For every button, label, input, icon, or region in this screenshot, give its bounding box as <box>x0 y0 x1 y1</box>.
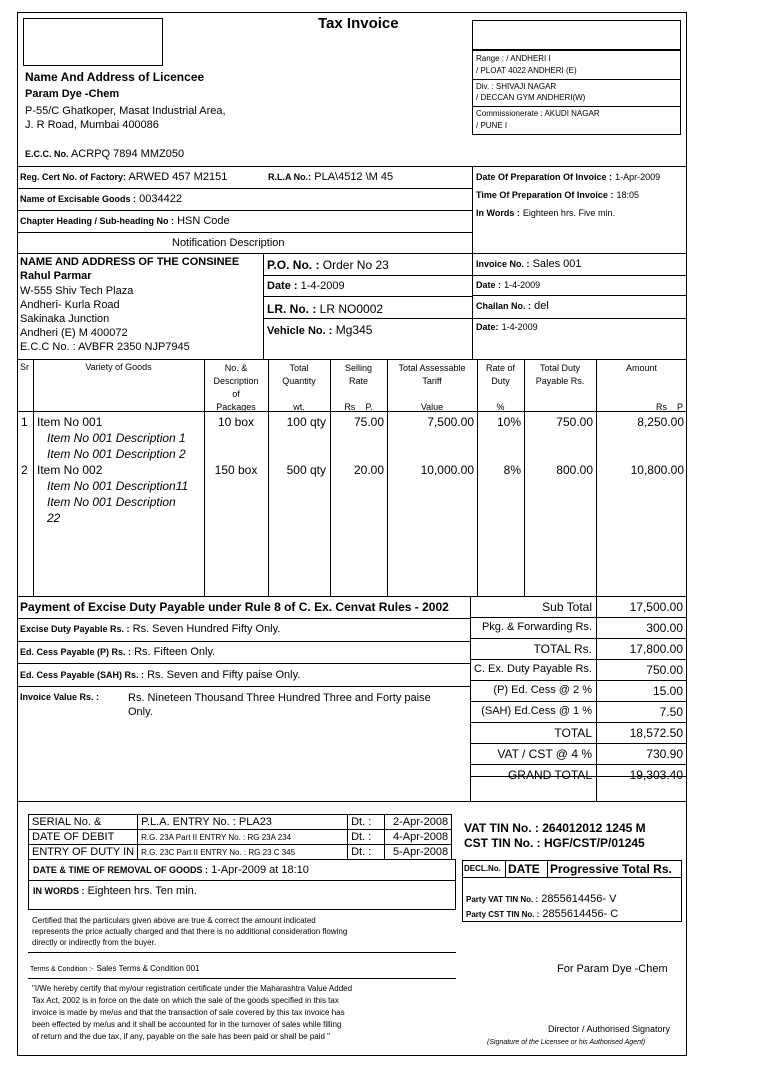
total-label: Pkg. & Forwarding Rs. <box>481 621 592 633</box>
entry-row: SERIAL No. & P.L.A. ENTRY No. : PLA23 Dt. : 2-Apr-2008 <box>29 815 452 830</box>
invoice-value-1: Rs. Nineteen Thousand Three Hundred Three and Forty paise <box>128 692 431 704</box>
terms-label: Terms & Condition :- <box>30 966 94 973</box>
range-2: / PLOAT 4022 ANDHERI (E) <box>476 66 577 75</box>
po-date: 1-4-2009 <box>300 280 345 292</box>
row1-tariff: 7,500.00 <box>427 415 474 429</box>
challan-value: del <box>534 300 549 312</box>
prep-date: 1-Apr-2009 <box>615 172 661 182</box>
chapter-value: HSN Code <box>177 215 230 227</box>
lr-value: LR NO0002 <box>319 302 384 316</box>
row1-amount: 8,250.00 <box>637 415 684 429</box>
row2-tariff: 10,000.00 <box>420 463 474 477</box>
prep-time-label: Time Of Preparation Of Invoice : <box>476 190 614 200</box>
decl-col-total: Progressive Total Rs. <box>550 862 672 876</box>
row1-duty: 10% <box>496 415 521 429</box>
cst-tin-label: CST TIN No. : <box>464 836 541 850</box>
row1-sr: 1 <box>21 415 28 429</box>
invoice-no-label: Invoice No. : <box>476 259 530 269</box>
commissionerate-1: AKUDI NAGAR <box>544 109 600 118</box>
cess-p-value: Rs. Fifteen Only. <box>134 646 216 658</box>
total-value: 19,303.40 <box>629 768 683 782</box>
party-vat: 2855614456- V <box>541 893 617 905</box>
row2-item: Item No 002 <box>37 463 103 477</box>
invoice-date-label: Date : <box>476 280 502 290</box>
prep-date-label: Date Of Preparation Of Invoice : <box>476 172 613 182</box>
removal-words-label: IN WORDS : <box>33 886 85 896</box>
licencee-name: Param Dye -Chem <box>25 88 120 100</box>
div-2: / DECCAN GYM ANDHERI(W) <box>476 93 586 102</box>
vat-tin-label: VAT TIN No. : <box>464 821 539 835</box>
col-amount: Amount Rs P <box>625 363 683 412</box>
consinee-heading: NAME AND ADDRESS OF THE CONSINEE <box>20 256 240 268</box>
payment-heading: Payment of Excise Duty Payable under Rule 8 of C. Ex. Cenvat Rules - 2002 <box>20 600 449 614</box>
declaration-text: "I/We hereby certify that my/our registration certificate under the Maharashtra Value Added Tax Act, 2002 is in force on the date on which the sale of the goods specified in this tax invoice is made by me/us and that the transaction of sale covered by this tax invoice has been effected by me/us and it shall be accounted for in the turnover of sales while filling of return and the due tax, if any, payable on the sale has been paid or shall be paid " <box>32 984 353 1041</box>
row1-qty: 100 qty <box>286 415 326 429</box>
cst-tin: HGF/CST/P/01245 <box>544 836 645 850</box>
row1-packages: 10 box <box>217 415 255 429</box>
vehicle-label: Vehicle No. : <box>267 325 333 337</box>
total-value: 750.00 <box>646 663 683 677</box>
commissionerate-label: Commissionerate : <box>476 109 543 118</box>
removal-words: Eighteen hrs. Ten min. <box>87 885 197 897</box>
div-label: Div. : <box>476 82 494 91</box>
entry-row: ENTRY OF DUTY IN R.G. 23C Part II ENTRY No. : RG 23 C 345 Dt. : 5-Apr-2008 <box>29 845 452 860</box>
total-value: 730.90 <box>646 747 683 761</box>
div-1: SHIVAJI NAGAR <box>495 82 557 91</box>
total-row <box>470 723 687 744</box>
rla-label: R.L.A No.: <box>268 172 312 182</box>
row1-rate: 75.00 <box>353 415 384 429</box>
total-label: (SAH) Ed.Cess @ 1 % <box>481 705 592 717</box>
total-label: TOTAL <box>554 726 592 740</box>
total-value: 15.00 <box>652 684 683 698</box>
party-cst: 2855614456- C <box>542 908 619 920</box>
licencee-address-2: J. R Road, Mumbai 400086 <box>25 119 159 131</box>
row2-qty: 500 qty <box>286 463 326 477</box>
consinee-line-1: W-555 Shiv Tech Plaza <box>20 285 134 297</box>
cess-sah-label: Ed. Cess Payable (SAH) Rs. : <box>20 670 145 680</box>
challan-date-label: Date: <box>476 322 499 332</box>
cess-p-label: Ed. Cess Payable (P) Rs. : <box>20 647 132 657</box>
po-date-label: Date : <box>267 280 298 292</box>
logo-box <box>23 18 163 66</box>
cert-value: ARWED 457 M2151 <box>128 171 228 183</box>
cess-sah-value: Rs. Seven and Fifty paise Only. <box>147 669 301 681</box>
chapter-label: Chapter Heading / Sub-heading No : <box>20 216 175 226</box>
total-value: 300.00 <box>646 621 683 635</box>
total-row <box>470 597 687 618</box>
row2-sr: 2 <box>21 463 28 477</box>
consinee-line-4: Andheri (E) M 400072 <box>20 327 128 339</box>
licencee-address-1: P-55/C Ghatkoper, Masat Industrial Area, <box>25 105 226 117</box>
col-goods: Variety of Goods <box>85 362 152 372</box>
entry-table <box>28 814 452 860</box>
row2-desc-3: 22 <box>47 511 61 525</box>
total-row <box>470 702 687 723</box>
col-packages: No. & Description of Packages <box>213 363 259 412</box>
vehicle-value: Mg345 <box>335 323 373 337</box>
prep-words-label: In Words : <box>476 208 520 218</box>
po-value: Order No 23 <box>322 258 389 272</box>
col-duty: Rate of Duty % <box>485 363 516 412</box>
vat-tin: 264012012 1245 M <box>542 821 646 835</box>
row2-packages: 150 box <box>214 463 258 477</box>
total-row <box>470 681 687 702</box>
row2-duty: 8% <box>503 463 521 477</box>
prep-time: 18:05 <box>616 190 639 200</box>
total-row <box>470 744 687 765</box>
total-value: 7.50 <box>659 705 683 719</box>
total-row <box>470 618 687 639</box>
totals-list <box>470 597 687 785</box>
signatory-company: For Param Dye -Chem <box>557 963 668 975</box>
party-cst-label: Party CST TIN No. : <box>466 910 540 919</box>
total-label: GRAND TOTAL <box>507 768 592 782</box>
total-row <box>470 765 687 785</box>
invoice-no: Sales 001 <box>532 258 582 270</box>
excisable-value: 0034422 <box>139 193 182 205</box>
commissionerate-2: / PUNE I <box>476 121 508 130</box>
lr-label: LR. No. : <box>267 302 317 316</box>
row1-desc-1: Item No 001 Description 1 <box>47 431 186 445</box>
removal-value: 1-Apr-2009 at 18:10 <box>211 864 309 876</box>
col-payable: Total Duty Payable Rs. <box>535 363 585 386</box>
po-label: P.O. No. : <box>267 258 320 272</box>
col-sr: Sr <box>20 362 29 372</box>
rla-value: PLA\4512 \M 45 <box>314 171 394 183</box>
prep-words: Eighteen hrs. Five min. <box>522 208 615 218</box>
cert-label: Reg. Cert No. of Factory: <box>20 172 127 182</box>
col-rate: Selling Rate Rs P. <box>344 363 373 412</box>
signatory-title: Director / Authorised Signatory <box>548 1024 671 1034</box>
blank-box <box>472 20 681 50</box>
consinee-line-2: Andheri- Kurla Road <box>20 299 120 311</box>
challan-date: 1-4-2009 <box>501 322 538 332</box>
total-row <box>470 660 687 681</box>
invoice-date: 1-4-2009 <box>504 280 541 290</box>
range-label: Range : <box>476 54 505 63</box>
invoice-title: Tax Invoice <box>318 15 399 32</box>
signatory-note: (Signature of the Licensee or his Authorised Agent) <box>487 1039 646 1046</box>
removal-label: DATE & TIME OF REMOVAL OF GOODS : <box>33 865 208 875</box>
entry-row: DATE OF DEBIT R.G. 23A Part II ENTRY No. : RG 23A 234 Dt. : 4-Apr-2008 <box>29 830 452 845</box>
range-1: / ANDHERI I <box>506 54 551 63</box>
row1-desc-2: Item No 001 Description 2 <box>47 447 186 461</box>
row2-desc-1: Item No 001 Description11 <box>47 479 189 493</box>
row2-amount: 10,800.00 <box>630 463 684 477</box>
row1-payable: 750.00 <box>556 415 593 429</box>
challan-label: Challan No. : <box>476 301 532 311</box>
ecc-value: ACRPQ 7894 MMZ050 <box>70 148 185 160</box>
notification: Notification Description <box>172 237 285 249</box>
consinee-line-3: Sakinaka Junction <box>20 313 110 325</box>
excise-value: Rs. Seven Hundred Fifty Only. <box>132 623 281 635</box>
row2-rate: 20.00 <box>353 463 384 477</box>
total-label: Sub Total <box>542 600 592 614</box>
consinee-line-5: E.C.C No. : AVBFR 2350 NJP7945 <box>20 341 190 353</box>
row2-desc-2: Item No 001 Description <box>47 495 176 509</box>
total-value: 18,572.50 <box>629 726 683 740</box>
decl-col-no: DECL.No. <box>464 864 501 873</box>
total-label: TOTAL Rs. <box>533 642 592 656</box>
total-label: (P) Ed. Cess @ 2 % <box>493 684 592 696</box>
total-value: 17,800.00 <box>629 642 683 656</box>
terms-value: Sales Terms & Condition 001 <box>96 964 200 973</box>
excise-label: Excise Duty Payable Rs. : <box>20 624 130 634</box>
invoice-value-2: Only. <box>128 706 153 718</box>
total-value: 17,500.00 <box>629 600 683 614</box>
total-label: C. Ex. Duty Payable Rs. <box>474 663 592 675</box>
invoice-value-label: Invoice Value Rs. : <box>20 692 100 702</box>
certified-text: Certified that the particulars given above are true & correct the amount indicated represents the price actually charged and that there is no additional consideration flowing directly or indirectly from the buyer. <box>32 916 348 947</box>
party-vat-label: Party VAT TIN No. : <box>466 895 539 904</box>
excisable-label: Name of Excisable Goods : <box>20 194 137 204</box>
decl-col-date: DATE <box>508 862 540 876</box>
row2-payable: 800.00 <box>556 463 593 477</box>
total-row <box>470 639 687 660</box>
col-tariff: Total Assessable Tariff Value <box>398 363 466 412</box>
ecc-label: E.C.C. No. <box>25 149 69 159</box>
row1-item: Item No 001 <box>37 415 103 429</box>
col-quantity: Total Quantity wt. <box>282 363 316 412</box>
licencee-heading: Name And Address of Licencee <box>25 70 205 84</box>
total-label: VAT / CST @ 4 % <box>497 747 592 761</box>
consinee-name: Rahul Parmar <box>20 270 92 282</box>
